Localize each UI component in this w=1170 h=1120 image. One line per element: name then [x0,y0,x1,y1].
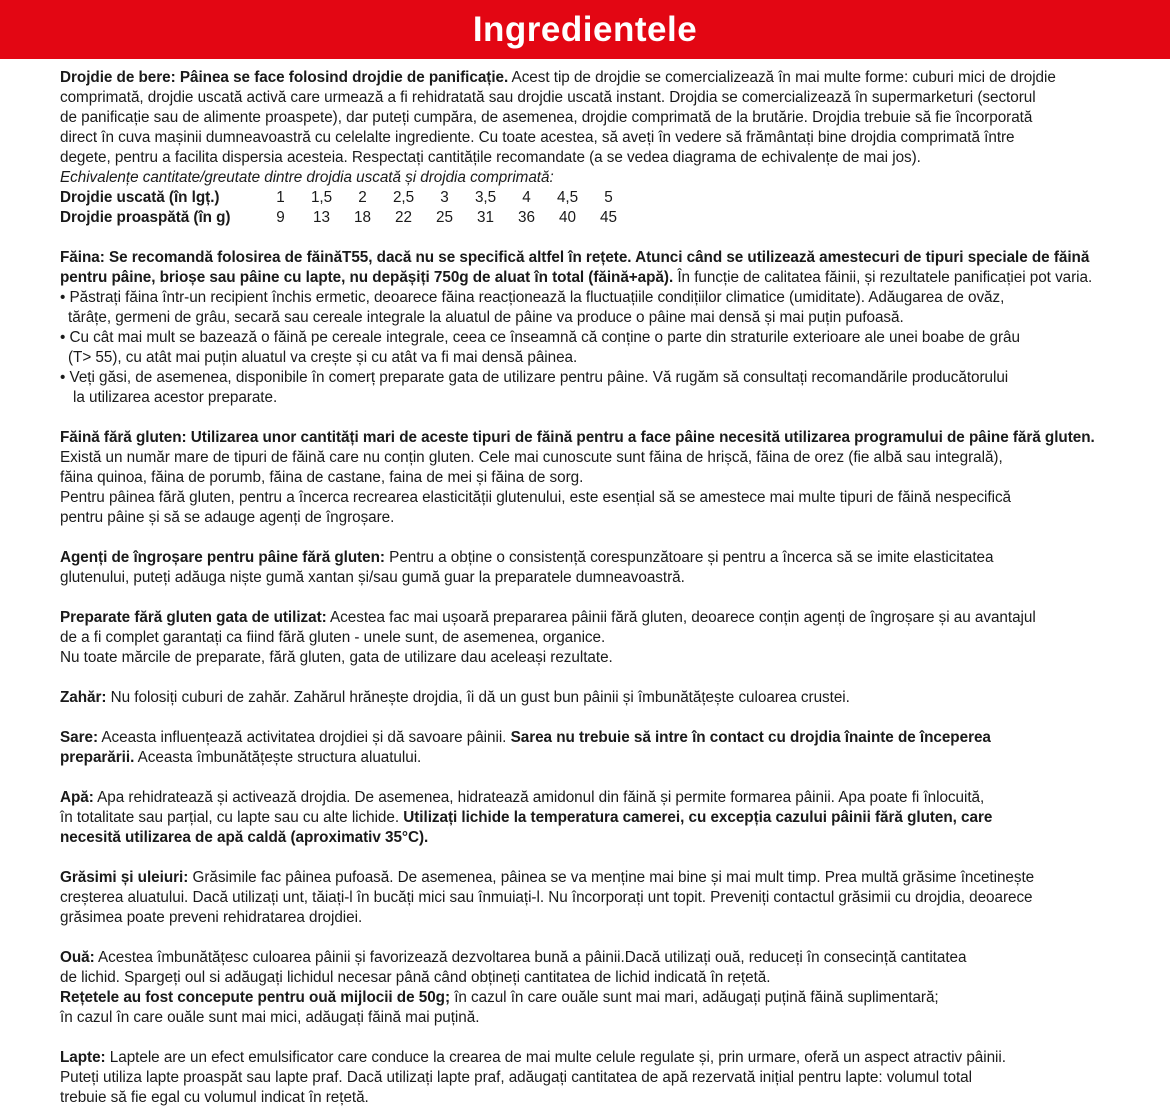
flour-bullet-cont: tărâțe, germeni de grâu, secară sau cereale integrale la aluatul de pâine va produce o pâine mai densă și mai puțin pufoasă. [68,309,904,326]
gluten-free-text: făina quinoa, făina de porumb, făina de castane, faina de mei și făina de sorg. [60,469,584,486]
salt-text: Aceasta influențează activitatea drojdiei și dă savoare pâinii. [98,729,507,746]
thickeners-title: Agenți de îngroșare pentru pâine fără gluten: [60,549,385,566]
salt-title: Sare: [60,729,99,746]
page-title: Ingredientele [472,9,698,49]
ready-mixes-text: de a fi complet garantați ca fiind fără gluten - unele sunt, de asemenea, organice. [60,629,606,646]
section-sugar [60,688,1150,708]
flour-text: În funcție de calitatea făinii, și rezultatele panificației pot varia. [673,269,1093,286]
milk-text: Laptele are un efect emulsificator care conduce la crearea de mai multe celule regulate și, prin urmare, oferă un aspect atractiv pâinii. [105,1049,1006,1066]
eggs-text: Acestea îmbunătățesc culoarea pâinii și favorizează dezvoltarea bună a pâinii.Dacă utilizați ouă, reduceți în consecință cantitatea [94,949,967,966]
header-banner [0,0,1170,59]
flour-bold-text: Se recomandă folosirea de făinăT55, dacă nu se specifică altfel în rețete. Atunci când se utilizează amestecuri de tipuri speciale de făină [104,249,1090,266]
section-eggs [60,948,1150,1028]
table-cell: 18 [354,209,371,226]
equivalence-title: Echivalențe cantitate/greutate dintre drojdia uscată și drojdia comprimată: [60,169,554,186]
table-cell: 40 [559,209,576,226]
gluten-free-title: Făină fără gluten: [60,429,187,446]
ingredients-document [60,68,1150,1108]
section-water [60,788,1150,848]
fats-text: creșterea aluatului. Dacă utilizați unt, tăiați-l în bucăți mici sau înmuiați-l. Nu încorporați unt topit. Preveniți contactul grăsimii cu drojdia, deoarece [60,889,1033,906]
table-cell: 2 [358,189,367,206]
eggs-text: de lichid. Spargeți oul si adăugați lichidul necesar până când obțineți cantitatea de lichid indicată în rețetă. [60,969,771,986]
water-bold-text: Utilizați lichide la temperatura camerei, cu excepția cazului pâinii fără gluten, care [399,809,993,826]
section-fats [60,868,1150,928]
gluten-free-text: Există un număr mare de tipuri de făină care nu conțin gluten. Cele mai cunoscute sunt făina de hrișcă, făina de orez (fie albă sau integrală), [60,449,1003,466]
flour-bullet: • Veți găsi, de asemenea, disponibile în comerț preparate gata de utilizare pentru pâine. Vă rugăm să consultați recomandările producătorului [60,369,1009,386]
sugar-title: Zahăr: [60,689,107,706]
thickeners-text: Pentru a obține o consistență corespunzătoare și pentru a încerca să se imite elasticitatea [384,549,994,566]
table-cell: 1 [276,189,285,206]
ready-mixes-title: Preparate fără gluten gata de utilizat: [60,609,327,626]
salt-bold-text: preparării. [60,749,135,766]
milk-title: Lapte: [60,1049,106,1066]
section-ready-mixes [60,608,1150,668]
flour-title: Făina: [60,249,105,266]
fresh-yeast-label: Drojdie proaspătă (în g) [60,209,231,226]
table-row [60,208,629,228]
table-cell: 4,5 [556,189,579,206]
eggs-bold-text: Rețetele au fost concepute pentru ouă mijlocii de 50g; [60,989,450,1006]
yeast-text: comprimată, drojdie uscată activă care urmează a fi rehidratată sau drojdie uscată instant. Drojdia se comercializează în supermarketuri (sectorul [60,89,1036,106]
eggs-text: în cazul în care ouăle sunt mai mari, adăugați puțină făină suplimentară; [450,989,939,1006]
eggs-text: în cazul în care ouăle sunt mai mici, adăugați făină mai puțină. [60,1009,480,1026]
table-cell: 31 [477,209,494,226]
table-cell: 1,5 [310,189,333,206]
flour-bullet-cont: (T> 55), cu atât mai puțin aluatul va crește și cu atât va fi mai densă pâinea. [68,349,578,366]
flour-bullet-cont: la utilizarea acestor preparate. [73,389,278,406]
water-bold-text: necesită utilizarea de apă caldă (aproximativ 35°C). [60,829,429,846]
thickeners-text: glutenului, puteți adăuga niște gumă xantan și/sau gumă guar la preparatele dumneavoastră. [60,569,685,586]
table-cell: 25 [436,209,453,226]
fats-title: Grăsimi și uleiuri: [60,869,189,886]
flour-bullet: • Cu cât mai mult se bazează o făină pe cereale integrale, ceea ce înseamnă că conține o parte din straturile exterioare ale unei boabe de grâu [60,329,1020,346]
sugar-text: Nu folosiți cuburi de zahăr. Zahărul hrănește drojdia, îi dă un gust bun pâinii și îmbunătățește culoarea crustei. [106,689,850,706]
yeast-title: Drojdie de bere: [60,69,176,86]
salt-bold-text: Sarea nu trebuie să intre în contact cu drojdia înainte de începerea [506,729,991,746]
yeast-text: Acest tip de drojdie se comercializează în mai multe forme: cuburi mici de drojdie [508,69,1056,86]
milk-text: Puteți utiliza lapte proaspăt sau lapte praf. Dacă utilizați lapte praf, adăugați cantitatea de apă rezervată inițial pentru lapte: volumul total [60,1069,972,1086]
table-cell: 36 [518,209,535,226]
section-yeast [60,68,1150,228]
yeast-text: de panificație sau de alimente proaspete), dar puteți cumpăra, de asemenea, drojdie comprimată de la brutărie. Drojdia trebuie să fie încorporată [60,109,1033,126]
fats-text: grăsimea poate preveni rehidratarea drojdiei. [60,909,363,926]
yeast-lead: Pâinea se face folosind drojdie de panificație. [175,69,509,86]
section-flour [60,248,1150,408]
table-cell: 13 [313,209,330,226]
dry-yeast-label: Drojdie uscată (în lgț.) [60,189,220,206]
gluten-free-text: Pentru pâinea fără gluten, pentru a încerca recrearea elasticității glutenului, este esențial să se amestece mai multe tipuri de făină nespecifică [60,489,1011,506]
ready-mixes-text: Nu toate mărcile de preparate, fără gluten, gata de utilizare dau aceleași rezultate. [60,649,613,666]
table-cell: 22 [395,209,412,226]
table-cell: 3,5 [474,189,497,206]
table-cell: 45 [600,209,617,226]
flour-bold-text: pentru pâine, brioșe sau pâine cu lapte, nu depășiți 750g de aluat în total (făină+apă). [60,269,674,286]
water-title: Apă: [60,789,94,806]
yeast-text: direct în cuva mașinii dumneavoastră cu celelalte ingrediente. Cu toate acestea, să aveți în vedere să frământați bine drojdia comprimată între [60,129,1015,146]
table-cell: 9 [276,209,285,226]
section-salt [60,728,1150,768]
yeast-equivalence-table [60,188,629,228]
milk-text: trebuie să fie egal cu volumul indicat în rețetă. [60,1089,369,1106]
water-text: Apa rehidratează și activează drojdia. De asemenea, hidratează amidonul din făină și permite formarea pâinii. Apa poate fi înlocuită, [93,789,985,806]
gluten-free-bold-text: Utilizarea unor cantități mari de aceste tipuri de făină pentru a face pâine necesită utilizarea programului de pâine fără gluten. [186,429,1095,446]
salt-text: Aceasta îmbunătățește structura aluatului. [134,749,422,766]
table-row [60,188,629,208]
eggs-title: Ouă: [60,949,95,966]
water-text: în totalitate sau parțial, cu lapte sau cu alte lichide. [60,809,400,826]
table-cell: 3 [440,189,449,206]
section-milk [60,1048,1150,1108]
gluten-free-text: pentru pâine și să se adauge agenți de îngroșare. [60,509,395,526]
table-cell: 5 [604,189,613,206]
table-cell: 2,5 [392,189,415,206]
ready-mixes-text: Acestea fac mai ușoară prepararea pâinii fără gluten, deoarece conțin agenți de îngroșare și au avantajul [326,609,1036,626]
flour-bullet: • Păstrați făina într-un recipient închis ermetic, deoarece făina reacționează la fluctuațiile condițiilor climatice (umiditate). Adăugarea de ovăz, [60,289,1005,306]
yeast-text: degete, pentru a facilita dispersia acesteia. Respectați cantitățile recomandate (a se vedea diagrama de echivalențe de mai jos). [60,149,921,166]
table-cell: 4 [522,189,531,206]
fats-text: Grăsimile fac pâinea pufoasă. De asemenea, pâinea se va menține mai bine și mai mult timp. Prea multă grăsime încetinește [188,869,1035,886]
section-thickeners [60,548,1150,588]
section-gluten-free-flour [60,428,1150,528]
